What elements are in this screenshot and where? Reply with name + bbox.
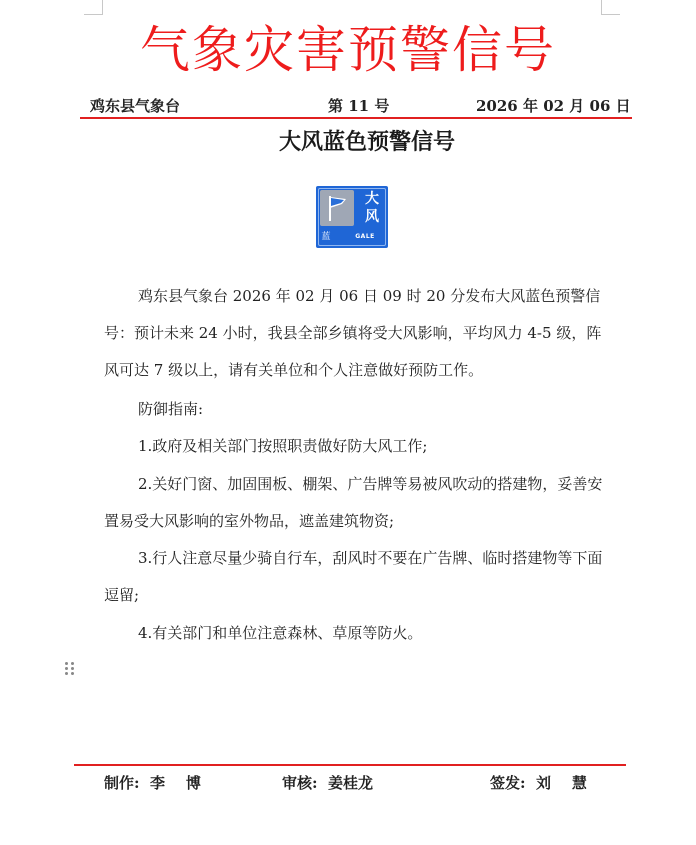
masthead-title: 气象灾害预警信号 [140, 21, 556, 79]
guidance-label[interactable]: 防御指南: [138, 400, 204, 418]
footer-red-rule [74, 764, 626, 766]
document-title: 大风蓝色预警信号 [278, 130, 455, 155]
page-corner-mark-left [84, 0, 103, 15]
guidance-item-3[interactable]: 3.行人注意尽量少骑自行车，刮风时不要在广告牌、临时搭建物等下面逗留; [104, 549, 603, 604]
footer-issuer: 签发: 刘 慧 [490, 774, 587, 792]
issue-date: 2026 年 02 月 06 日 [476, 97, 631, 115]
signal-text-feng: 风 [365, 209, 379, 225]
page-corner-mark-right [601, 0, 620, 15]
announcement-paragraph[interactable]: 鸡东县气象台 2026 年 02 月 06 日 09 时 20 分发布大风蓝色预警信号：预计未来 24 小时，我县全部乡镇将受大风影响，平均风力 4-5 级，阵风可达 7 级以上，请有关单位和个人注意做好预防工作。 [104, 287, 602, 379]
signal-english-text: GALE [355, 233, 375, 240]
guidance-item-4[interactable]: 4.有关部门和单位注意森林、草原等防火。 [138, 624, 423, 642]
footer-reviewer: 审核: 姜桂龙 [282, 774, 373, 792]
table-move-handle-icon[interactable] [64, 661, 76, 677]
guidance-item-2[interactable]: 2.关好门窗、加固围板、棚架、广告牌等易被风吹动的搭建物，妥善安置易受大风影响的室外物品，遮盖建筑物资; [104, 475, 603, 530]
issue-number: 第 11 号 [328, 97, 390, 115]
header-red-rule [80, 117, 632, 119]
signal-level-text: 蓝 [321, 232, 331, 242]
issuing-organization: 鸡东县气象台 [90, 97, 181, 115]
signal-text-da: 大 [365, 191, 379, 207]
wind-flag-icon [320, 190, 354, 226]
gale-blue-signal-icon [316, 186, 388, 248]
guidance-item-1[interactable]: 1.政府及相关部门按照职责做好防大风工作; [138, 437, 428, 455]
footer-maker: 制作: 李 博 [104, 774, 201, 792]
